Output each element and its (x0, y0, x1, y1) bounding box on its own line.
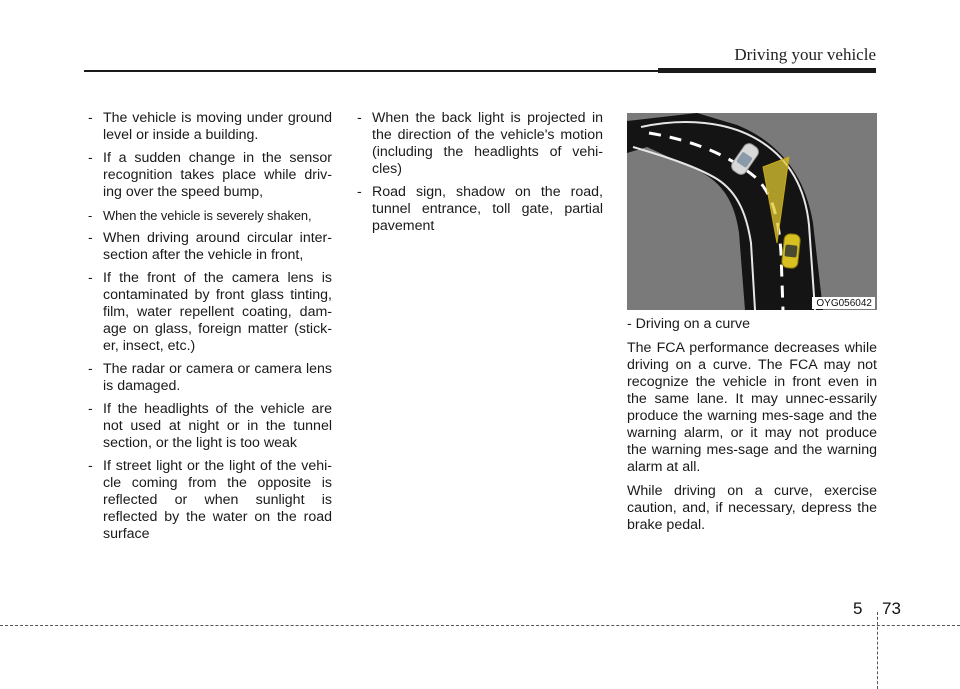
list-item: - The radar or camera or camera lens is damaged. (86, 361, 332, 395)
list-item: - When the back light is projected in the direction of the vehicle's motion (including the headlights of vehi-cles) (355, 110, 603, 178)
page-number: 73 (882, 599, 901, 618)
section-title: Driving your vehicle (734, 45, 876, 64)
middle-column (355, 110, 603, 241)
left-column (86, 110, 332, 549)
list-item: - When driving around circular inter-section after the vehicle in front, (86, 230, 332, 264)
right-column (627, 316, 877, 541)
curve-illustration (627, 113, 877, 310)
list-item: - When the vehicle is severely shaken, (86, 207, 332, 224)
list-item: - If a sudden change in the sensor recognition takes place while driv-ing over the speed bump, (86, 150, 332, 201)
curve-road-image (627, 113, 877, 310)
chapter-number: 5 (853, 599, 863, 618)
condition-list-2 (355, 110, 603, 235)
list-item: - If the headlights of the vehicle are not used at night or in the tunnel section, or the light is too weak (86, 401, 332, 452)
header-rule-accent (658, 68, 876, 73)
figure-code: OYG056042 (812, 297, 875, 309)
list-item: - The vehicle is moving under ground level or inside a building. (86, 110, 332, 144)
condition-list-1 (86, 110, 332, 543)
footer-rule (0, 625, 960, 626)
list-item: - Road sign, shadow on the road, tunnel entrance, toll gate, partial pavement (355, 184, 603, 235)
paragraph: The FCA performance decreases while driving on a curve. The FCA may not recognize the vehicle in front even in the same lane. It may unnec-essarily produce the warning mes-sage and the warning alarm, or it may not produce the warning mes-sage and the warning alarm at all. (627, 340, 877, 475)
list-item: - If street light or the light of the vehi-cle coming from the opposite is reflected or when sunlight is reflected by the water on the road surface (86, 458, 332, 543)
sub-heading: - Driving on a curve (627, 316, 751, 332)
list-item: - If the front of the camera lens is contaminated by front glass tinting, film, water repellent coating, dam-age on glass, foreign matter (stick-er, insect, etc.) (86, 270, 332, 355)
paragraph: While driving on a curve, exercise caution, and, if necessary, depress the brake pedal. (627, 483, 877, 533)
footer-divider (877, 612, 878, 689)
